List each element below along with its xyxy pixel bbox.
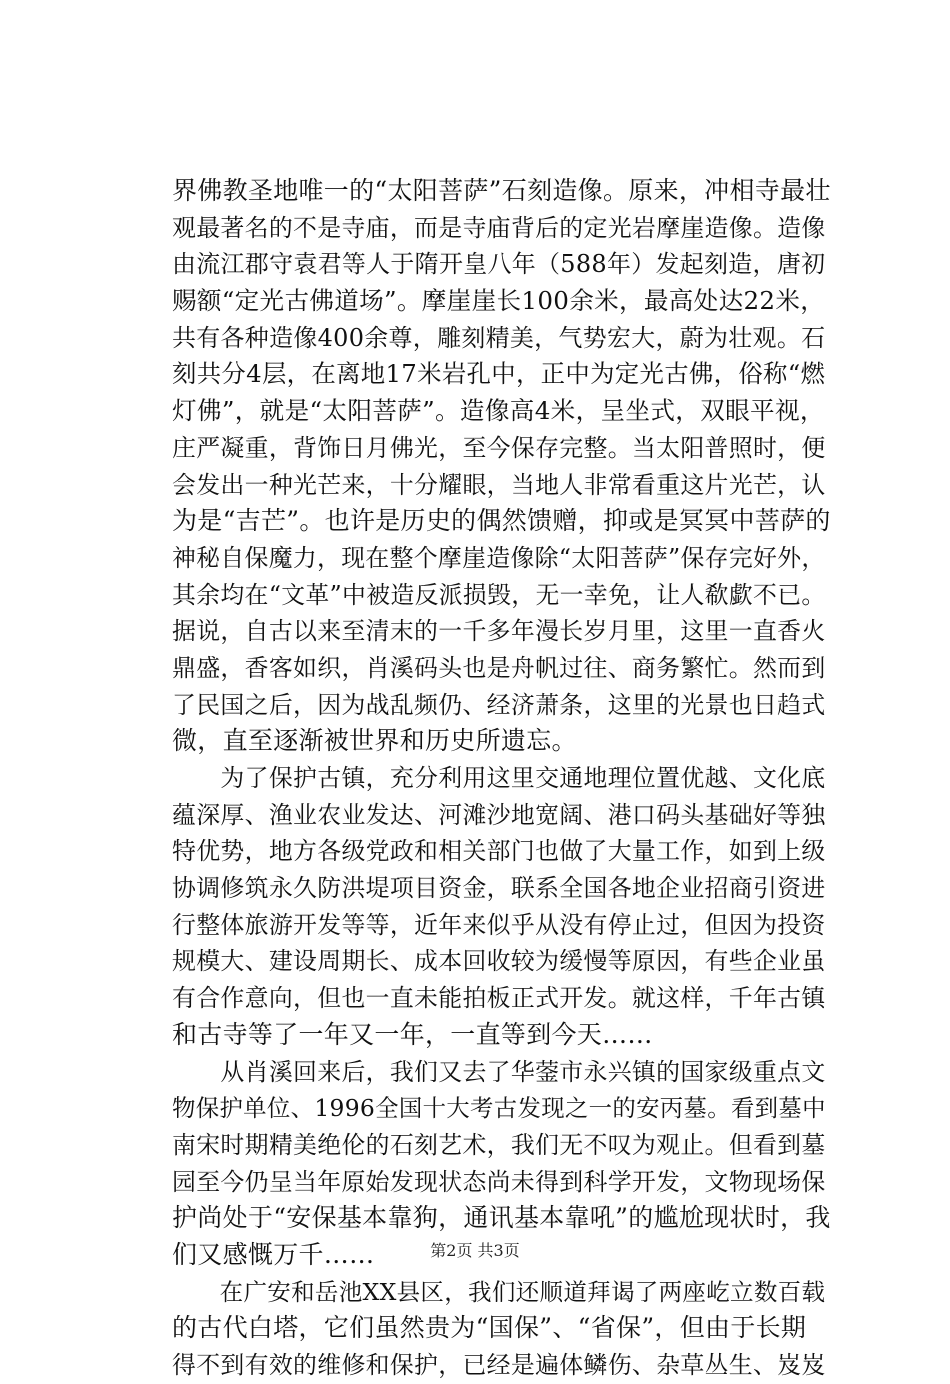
text-line: 神秘自保魔力，现在整个摩崖造像除“太阳菩萨”保存完好外， xyxy=(172,543,826,572)
text-line: 蕴深厚、渔业农业发达、河滩沙地宽阔、港口码头基础好等独 xyxy=(172,800,826,829)
text-line: 行整体旅游开发等等，近年来似乎从没有停止过，但因为投资 xyxy=(172,910,826,939)
text-line: 为是“吉芒”。也许是历史的偶然馈赠，抑或是冥冥中菩萨的 xyxy=(172,506,831,536)
text-line: 了民国之后，因为战乱频仍、经济萧条，这里的光景也日趋式 xyxy=(172,690,826,719)
text-line: 南宋时期精美绝伦的石刻艺术，我们无不叹为观止。但看到墓 xyxy=(172,1130,826,1159)
text-line: 会发出一种光芒来，十分耀眼，当地人非常看重这片光芒，认 xyxy=(172,470,826,499)
text-line: 从肖溪回来后，我们又去了华蓥市永兴镇的国家级重点文 xyxy=(172,1057,826,1086)
text-line: 在广安和岳池XX县区，我们还顺道拜谒了两座屹立数百载 xyxy=(172,1277,826,1306)
text-line: 有合作意向，但也一直未能拍板正式开发。就这样，千年古镇 xyxy=(172,984,826,1013)
text-line: 特优势，地方各级党政和相关部门也做了大量工作，如到上级 xyxy=(172,837,826,866)
text-line: 鼎盛，香客如织，肖溪码头也是舟帆过往、商务繁忙。然而到 xyxy=(172,653,826,682)
text-line: 护尚处于“安保基本靠狗，通讯基本靠吼”的尴尬现状时，我 xyxy=(172,1203,831,1233)
text-line: 规模大、建设周期长、成本回收较为缓慢等原因，有些企业虽 xyxy=(172,947,826,976)
text-line: 观最著名的不是寺庙，而是寺庙背后的定光岩摩崖造像。造像 xyxy=(172,213,826,242)
text-line: 们又感慨万千…… xyxy=(172,1239,375,1269)
text-line: 为了保护古镇，充分利用这里交通地理位置优越、文化底 xyxy=(172,764,826,792)
text-line: 庄严凝重，背饰日月佛光，至今保存完整。当太阳普照时，便 xyxy=(172,433,826,462)
text-line: 灯佛”，就是“太阳菩萨”。造像高4米，呈坐式，双眼平视， xyxy=(172,396,825,426)
text-line: 由流江郡守袁君等人于隋开皇八年（588年）发起刻造，唐初 xyxy=(172,250,826,279)
text-line: 界佛教圣地唯一的“太阳菩萨”石刻造像。原来，冲相寺最壮 xyxy=(172,176,831,205)
body-text xyxy=(172,173,832,1384)
text-line: 物保护单位、1996全国十大考古发现之一的安丙墓。看到墓中 xyxy=(172,1094,826,1123)
text-line: 园至今仍呈当年原始发现状态尚未得到科学开发，文物现场保 xyxy=(172,1167,826,1196)
text-line: 共有各种造像400余尊，雕刻精美，气势宏大，蔚为壮观。石 xyxy=(172,323,826,352)
text-line: 得不到有效的维修和保护，已经是遍体鳞伤、杂草丛生、岌岌 xyxy=(172,1351,826,1379)
text-line: 微，直至逐渐被世界和历史所遗忘。 xyxy=(172,726,577,756)
text-line: 其余均在“文革”中被造反派损毁，无一幸免，让人欷歔不已。 xyxy=(172,580,826,609)
text-line: 刻共分4层，在离地17米岩孔中，正中为定光古佛，俗称“燃 xyxy=(172,359,826,389)
page-footer: 第2页 共3页 xyxy=(430,1241,520,1260)
text-line: 协调修筑永久防洪堤项目资金，联系全国各地企业招商引资进 xyxy=(172,874,826,903)
text-line: 赐额“定光古佛道场”。摩崖崖长100余米，最高处达22米， xyxy=(172,286,826,316)
text-line: 据说，自古以来至清末的一千多年漫长岁月里，这里一直香火 xyxy=(172,617,826,646)
text-line: 和古寺等了一年又一年，一直等到今天…… xyxy=(172,1019,653,1049)
text-line: 的古代白塔，它们虽然贵为“国保”、“省保”，但由于长期 xyxy=(172,1313,807,1343)
